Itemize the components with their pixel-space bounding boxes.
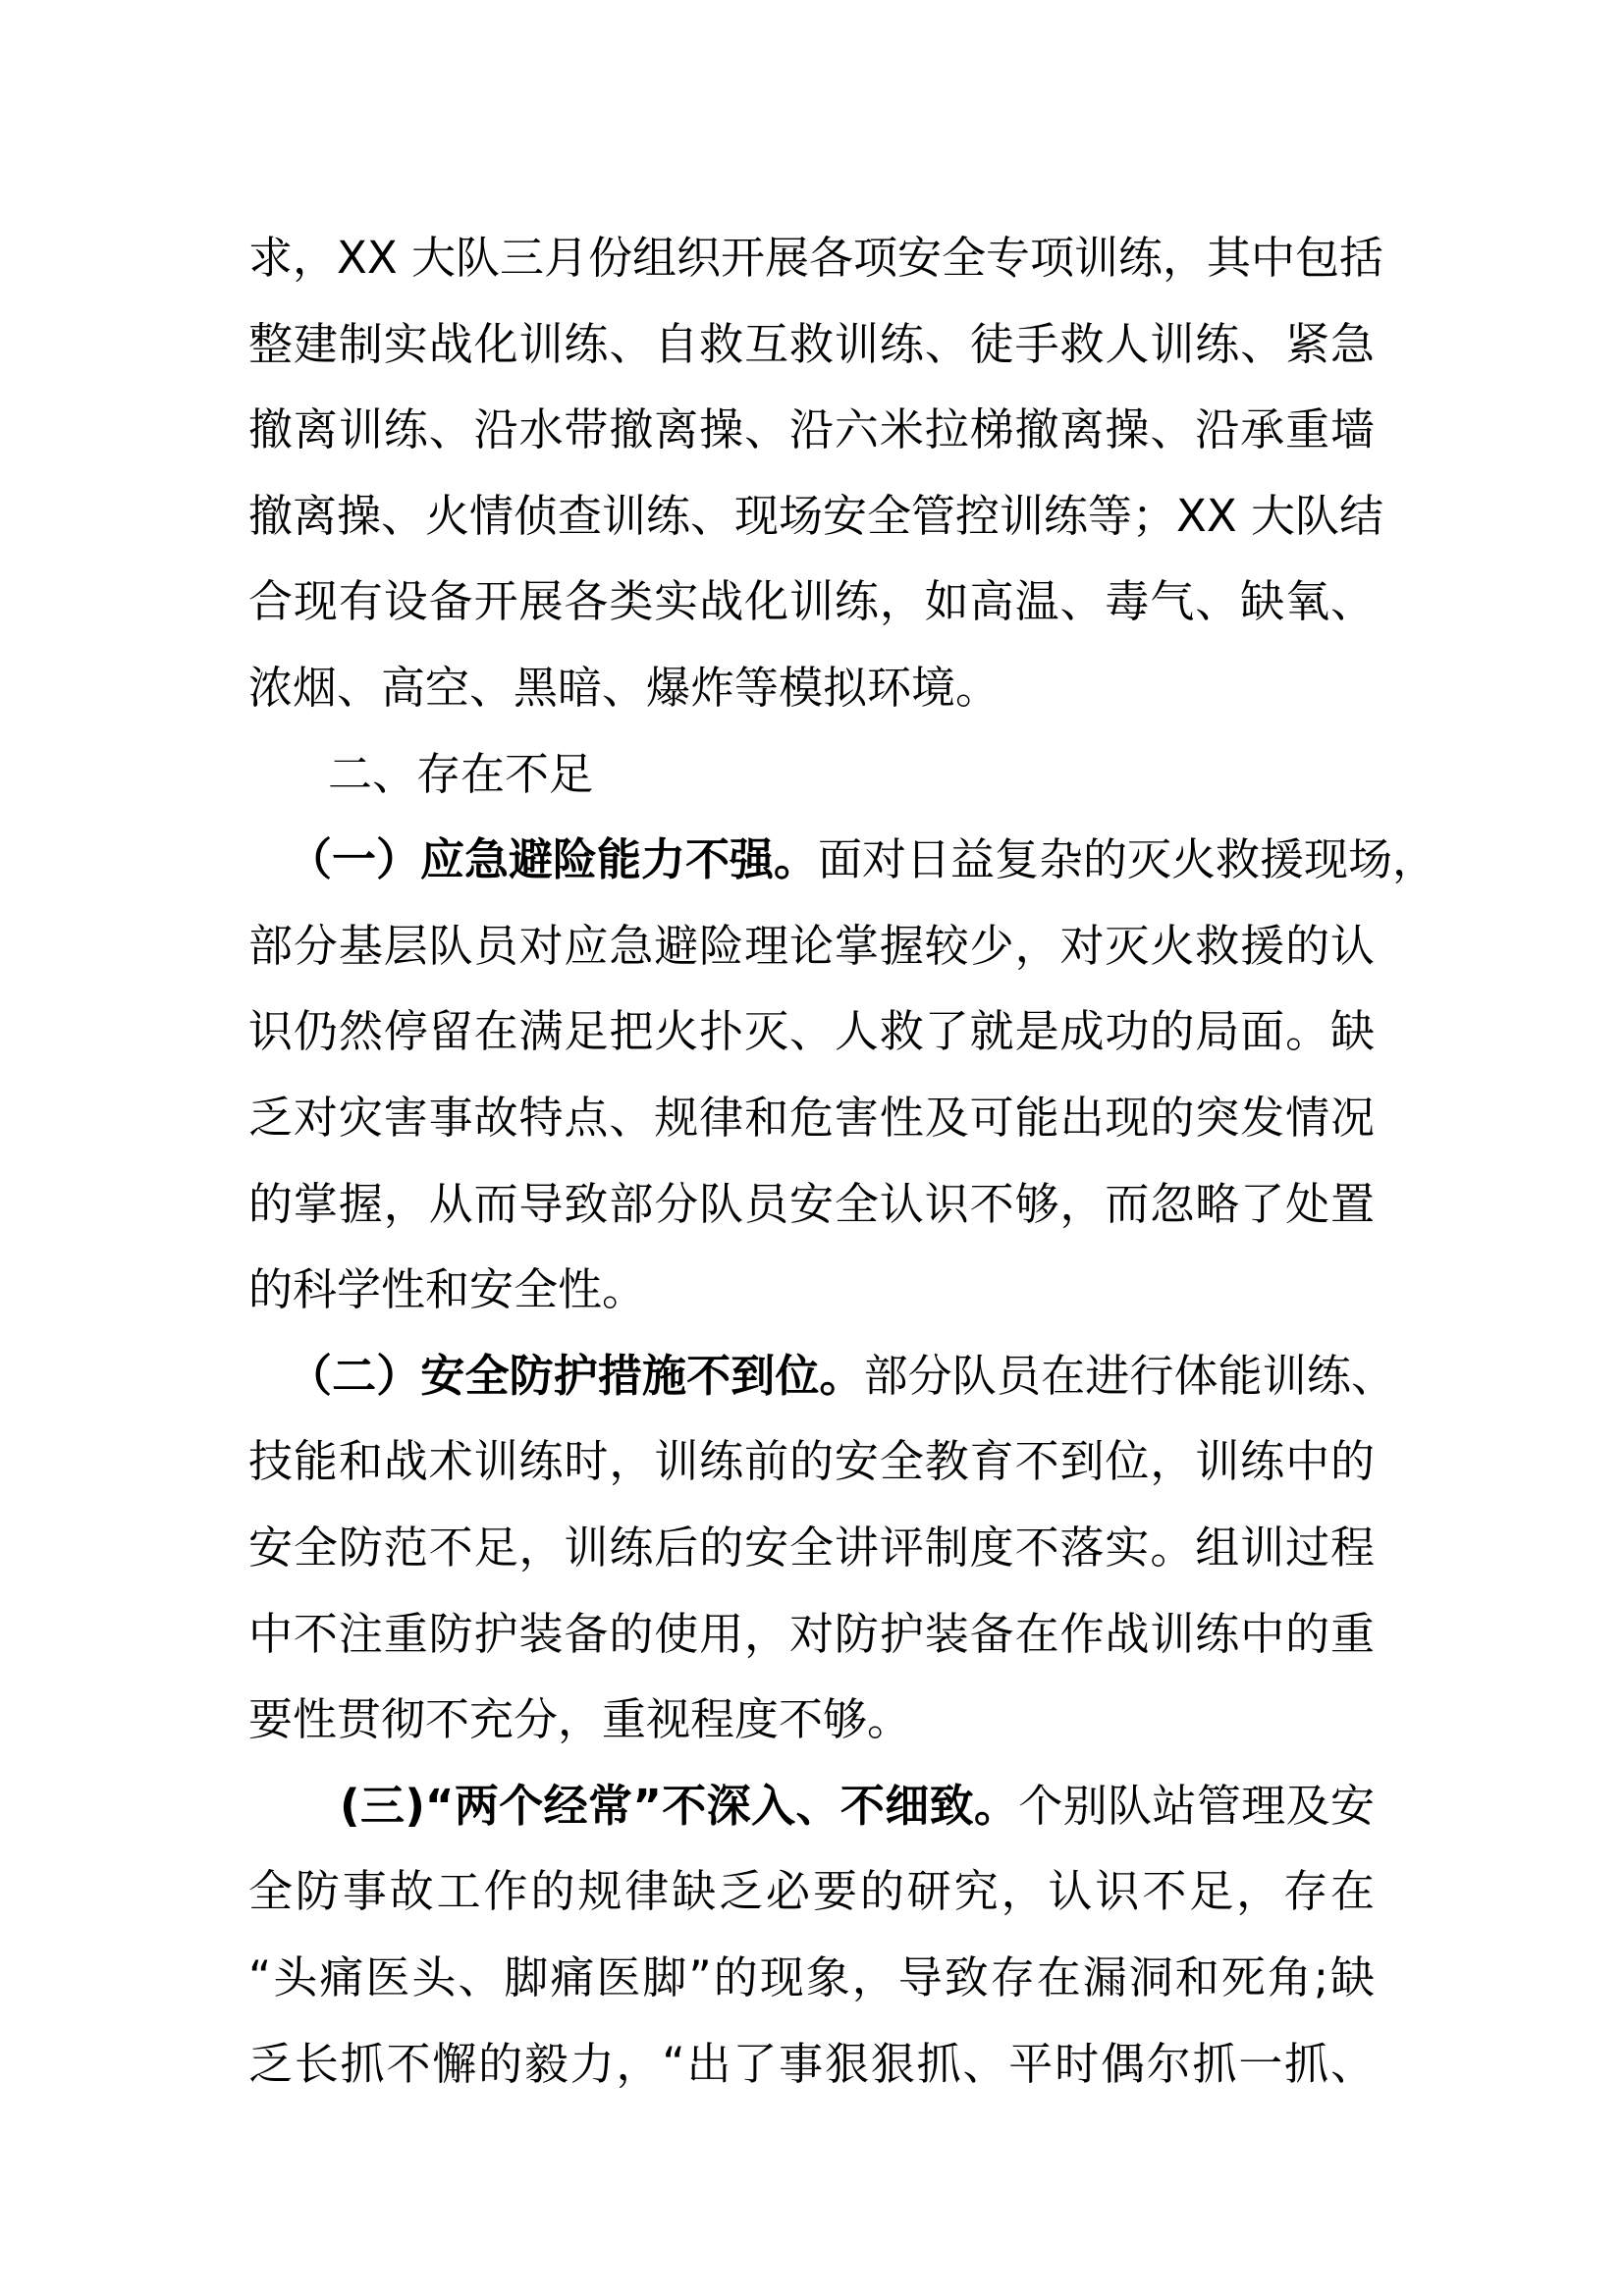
text-line [248,645,1375,731]
text-line [248,1075,1375,1161]
section-heading: (三)“两个经常”不深入、不细致。 [340,1779,1019,1832]
text-line [248,903,1375,989]
body-text: 浓烟、高空、黑暗、爆炸等模拟环境。 [248,662,1001,714]
body-text: 整建制实战化训练、自救互救训练、徒手救人训练、紧急 [248,317,1375,370]
body-text: 合现有设备开展各类实战化训练，如高温、毒气、缺氧、 [248,575,1375,628]
text-line [248,1935,1375,2021]
body-text: “头痛医头、脚痛医脚”的现象，导致存在漏洞和死角;缺 [248,1951,1375,2003]
body-text: 的科学性和安全性。 [248,1263,647,1316]
text-line [248,473,1383,560]
body-text: 撤离操、火情侦查训练、现场安全管控训练等；XX 大队结 [248,489,1383,542]
body-text: 撤离训练、沿水带撤离操、沿六米拉梯撤离操、沿承重墙 [248,403,1375,456]
text-line [248,1591,1375,1678]
text-line [248,1677,1375,1763]
text-line [248,1161,1375,1248]
body-text: 个别队站管理及安 [1018,1779,1375,1832]
text-line [248,2021,1375,2108]
text-line [248,1848,1375,1935]
text-line [248,387,1375,473]
text-line [328,731,1375,818]
body-text: 二、存在不足 [328,747,594,800]
body-text: 乏长抓不懈的毅力，“出了事狠狠抓、平时偶尔抓一抓、 [248,2037,1375,2090]
section-heading: （一）应急避险能力不强。 [288,833,819,886]
text-line [248,1247,1375,1333]
text-line [248,215,1383,301]
text-line [288,1333,1395,1419]
body-text: 的掌握，从而导致部分队员安全认识不够，而忽略了处置 [248,1177,1375,1230]
text-line [248,301,1375,388]
text-line [248,988,1375,1075]
text-line [248,1505,1375,1591]
body-text: 部分队员在进行体能训练、 [863,1349,1395,1402]
body-text: 中不注重防护装备的使用，对防护装备在作战训练中的重 [248,1607,1375,1660]
text-line [248,559,1375,645]
body-text: 技能和战术训练时，训练前的安全教育不到位，训练中的 [248,1435,1375,1488]
body-text: 面对日益复杂的灭火救援现场， [818,833,1437,886]
body-text: 安全防范不足，训练后的安全讲评制度不落实。组训过程 [248,1522,1375,1574]
body-text: 部分基层队员对应急避险理论掌握较少，对灭火救援的认 [248,919,1375,972]
text-line [340,1763,1375,1849]
body-text: 要性贯彻不充分，重视程度不够。 [248,1693,912,1746]
text-line [248,1418,1375,1505]
text-line [288,817,1437,903]
body-text: 求，XX 大队三月份组织开展各项安全专项训练，其中包括 [248,232,1383,284]
body-text: 识仍然停留在满足把火扑灭、人救了就是成功的局面。缺 [248,1005,1375,1058]
section-heading: （二）安全防护措施不到位。 [288,1349,864,1402]
body-text: 全防事故工作的规律缺乏必要的研究，认识不足，存在 [248,1865,1375,1918]
body-text: 乏对灾害事故特点、规律和危害性及可能出现的突发情况 [248,1092,1375,1144]
